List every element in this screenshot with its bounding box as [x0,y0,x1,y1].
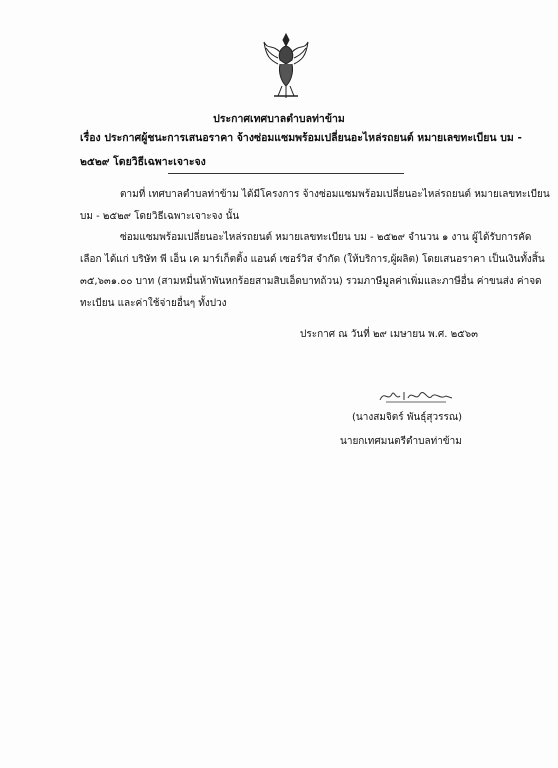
announce-date: ประกาศ ณ วันที่ ๒๙ เมษายน พ.ศ. ๒๕๖๓ [300,329,478,340]
subject-label: เรื่อง [80,132,101,144]
paragraph-1 [80,184,550,228]
separator-rule [168,173,404,174]
paragraph-2-text: ซ่อมแซมพร้อมเปลี่ยนอะไหล่รถยนต์ หมายเลขทะเบียน บม - ๒๕๒๙ จำนวน ๑ งาน ผู้ได้รับการคัดเลือก ได้แก่ บริษัท พี เอ็น เค มาร์เก็ตติ้ง แอนด์ เซอร์วิส จำกัด (ให้บริการ,ผู้ผลิต) โดยเสนอราคา เป็นเงินทั้งสิ้น ๓๕,๖๓๑.๐๐ บาท (สามหมื่นห้าพันหกร้อยสามสิบเอ็ดบาทถ้วน) รวมภาษีมูลค่าเพิ่มและภาษีอื่น ค่าขนส่ง ค่าจดทะเบียน และค่าใช้จ่ายอื่นๆ ทั้งปวง [80,232,545,309]
signature-image [376,384,456,406]
subject-line [80,126,550,174]
subject-text: ประกาศผู้ชนะการเสนอราคา จ้างซ่อมแซมพร้อมเปลี่ยนอะไหล่รถยนต์ หมายเลขทะเบียน บม - ๒๕๒๙ โดยวิธีเฉพาะเจาะจง [80,132,522,168]
signer-name: (นางสมจิตร์ พันธุ์สุวรรณ) [352,412,463,423]
header-title: ประกาศเทศบาลตำบลท่าข้าม [213,113,345,125]
paragraph-2 [80,227,550,315]
signer-position: นายกเทศมนตรีตำบลท่าข้าม [340,436,462,447]
paragraph-1-text: ตามที่ เทศบาลตำบลท่าข้าม ได้มีโครงการ จ้างซ่อมแซมพร้อมเปลี่ยนอะไหล่รถยนต์ หมายเลขทะเบียน บม - ๒๕๒๙ โดยวิธีเฉพาะเจาะจง นั้น [80,189,550,222]
garuda-emblem-icon [262,30,310,102]
